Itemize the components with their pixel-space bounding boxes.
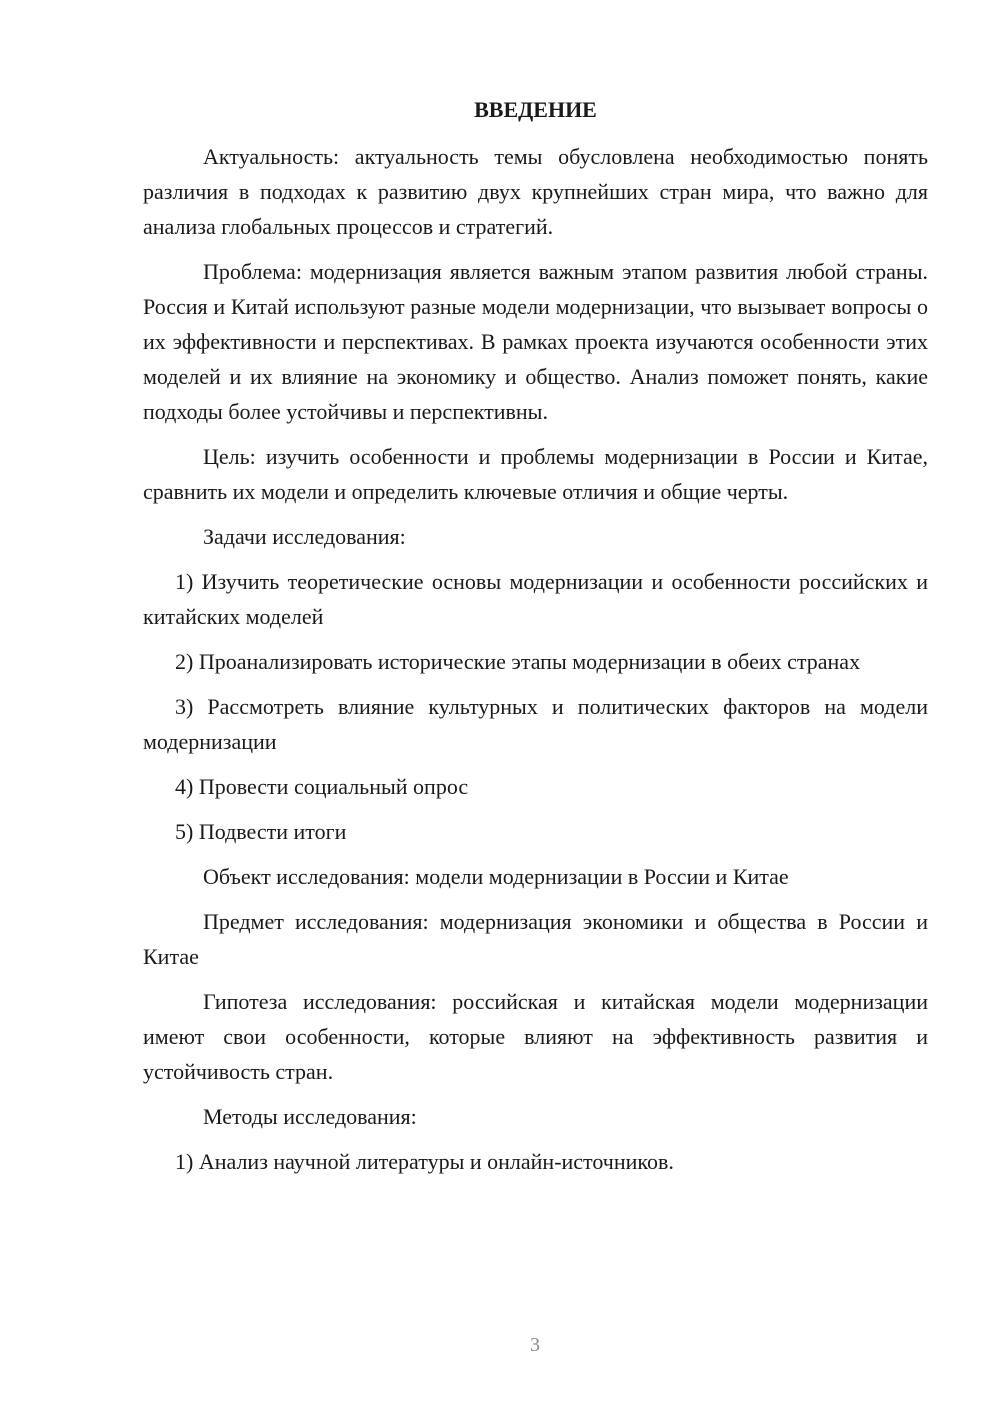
subject-paragraph: Предмет исследования: модернизация экономики и общества в России и Китае: [143, 909, 928, 969]
problem-paragraph: Проблема: модернизация является важным этапом развития любой страны. Россия и Китай используют разные модели модернизации, что вызывает вопросы о их эффективности и перспективах. В рамках проекта изучаются особенности этих моделей и их влияние на экономику и общество. Анализ поможет понять, какие подходы более устойчивы и перспективны.: [143, 259, 928, 424]
tasks-heading: Задачи исследования:: [203, 524, 406, 549]
methods-heading: Методы исследования:: [203, 1104, 417, 1129]
relevance-paragraph: Актуальность: актуальность темы обусловлена необходимостью понять различия в подходах к развитию двух крупнейших стран мира, что важно для анализа глобальных процессов и стратегий.: [143, 144, 928, 239]
object-paragraph: Объект исследования: модели модернизации в России и Китае: [203, 864, 789, 889]
method-item-1: 1) Анализ научной литературы и онлайн-источников.: [175, 1149, 674, 1174]
document-page: [143, 92, 928, 1189]
page-number: 3: [530, 1334, 540, 1356]
task-item-2: 2) Проанализировать исторические этапы модернизации в обеих странах: [175, 649, 861, 674]
hypothesis-paragraph: Гипотеза исследования: российская и китайская модели модернизации имеют свои особенности, которые влияют на эффективность развития и устойчивость стран.: [143, 989, 928, 1084]
task-item-1: 1) Изучить теоретические основы модернизации и особенности российских и китайских моделей: [143, 569, 928, 629]
goal-paragraph: Цель: изучить особенности и проблемы модернизации в России и Китае, сравнить их модели и определить ключевые отличия и общие черты.: [143, 444, 928, 504]
section-title: ВВЕДЕНИЕ: [474, 97, 597, 122]
task-item-3: 3) Рассмотреть влияние культурных и политических факторов на модели модернизации: [143, 694, 928, 754]
task-item-4: 4) Провести социальный опрос: [175, 774, 469, 799]
task-item-5: 5) Подвести итоги: [175, 819, 347, 844]
